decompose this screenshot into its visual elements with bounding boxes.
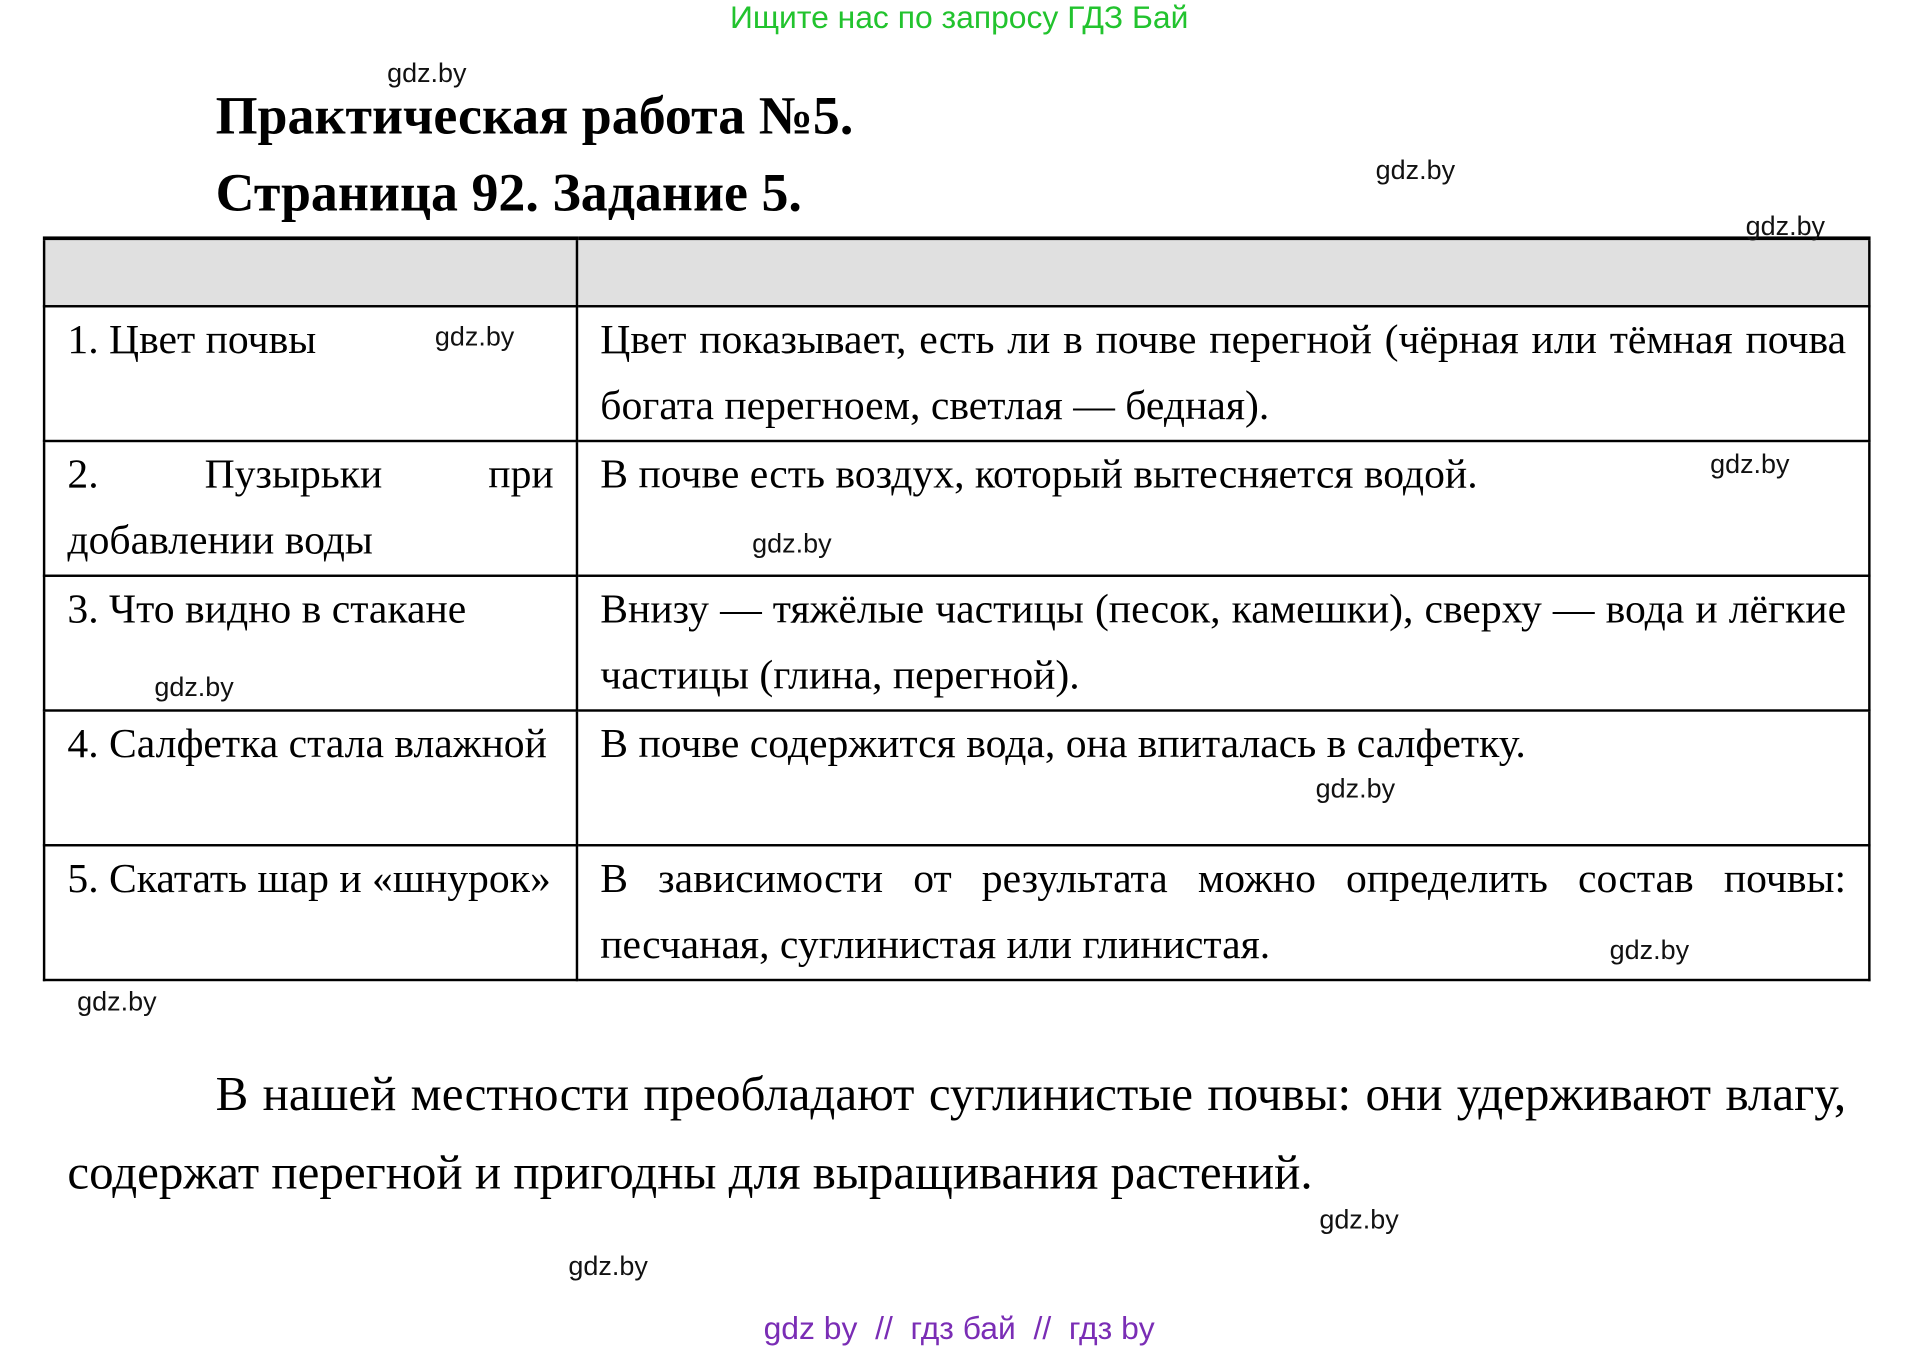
result-cell: В почве есть воздух, который вытесняется водой. <box>577 441 1869 576</box>
table-row <box>44 306 1869 441</box>
watermark: gdz.by <box>154 671 234 702</box>
table-row <box>44 845 1869 980</box>
watermark: gdz.by <box>1609 934 1690 966</box>
table-row <box>44 711 1869 846</box>
watermark: gdz.by <box>1375 154 1456 185</box>
conclusion-paragraph: В нашей местности преобладают суглинистые почвы: они удерживают влагу, содержат перегной и пригодны для выращивания растений. <box>67 1065 1847 1200</box>
watermark: gdz.by <box>1710 448 1790 479</box>
action-cell: 3. Что видно в стакане <box>44 576 577 711</box>
table-header-row <box>44 238 1869 306</box>
action-cell: 5. Скатать шар и «шнурок» <box>44 845 577 980</box>
result-cell: Внизу — тяжёлые частицы (песок, камешки), сверху — вода и лёгкие частицы (глина, перегной). <box>577 576 1869 711</box>
watermark: gdz.by <box>387 57 467 89</box>
result-cell: В почве содержится вода, она впиталась в салфетку. <box>577 711 1869 846</box>
action-cell: 2. Пузырьки при добавлении воды <box>44 441 577 576</box>
action-cell: 1. Цвет почвы <box>44 306 577 441</box>
watermark: gdz.by <box>77 986 157 1017</box>
table-row <box>44 576 1869 711</box>
table-row <box>44 441 1869 576</box>
action-cell: 4. Салфетка стала влажной <box>44 711 577 846</box>
page-title: Практическая работа №5. <box>215 85 854 146</box>
watermark: gdz.by <box>568 1250 648 1282</box>
watermark: gdz.by <box>752 527 832 559</box>
result-cell: В зависимости от результата можно определить состав почвы: песчаная, суглинистая или глинистая. <box>577 845 1869 980</box>
header-cell <box>44 238 577 306</box>
header-cell <box>577 238 1869 306</box>
results-table <box>43 236 1871 981</box>
watermark: gdz.by <box>1319 1204 1399 1235</box>
watermark: gdz.by <box>1315 772 1396 804</box>
watermark: gdz.by <box>1745 210 1826 242</box>
page-subtitle: Страница 92. Задание 5. <box>215 162 802 223</box>
watermark: gdz.by <box>434 320 515 352</box>
result-cell: Цвет показывает, есть ли в почве перегной (чёрная или тёмная почва богата перегноем, светлая — бедная). <box>577 306 1869 441</box>
footer-links[interactable]: gdz by // гдз бай // гдз by <box>763 1309 1155 1346</box>
search-banner: Ищите нас по запросу ГДЗ Бай <box>729 0 1189 36</box>
